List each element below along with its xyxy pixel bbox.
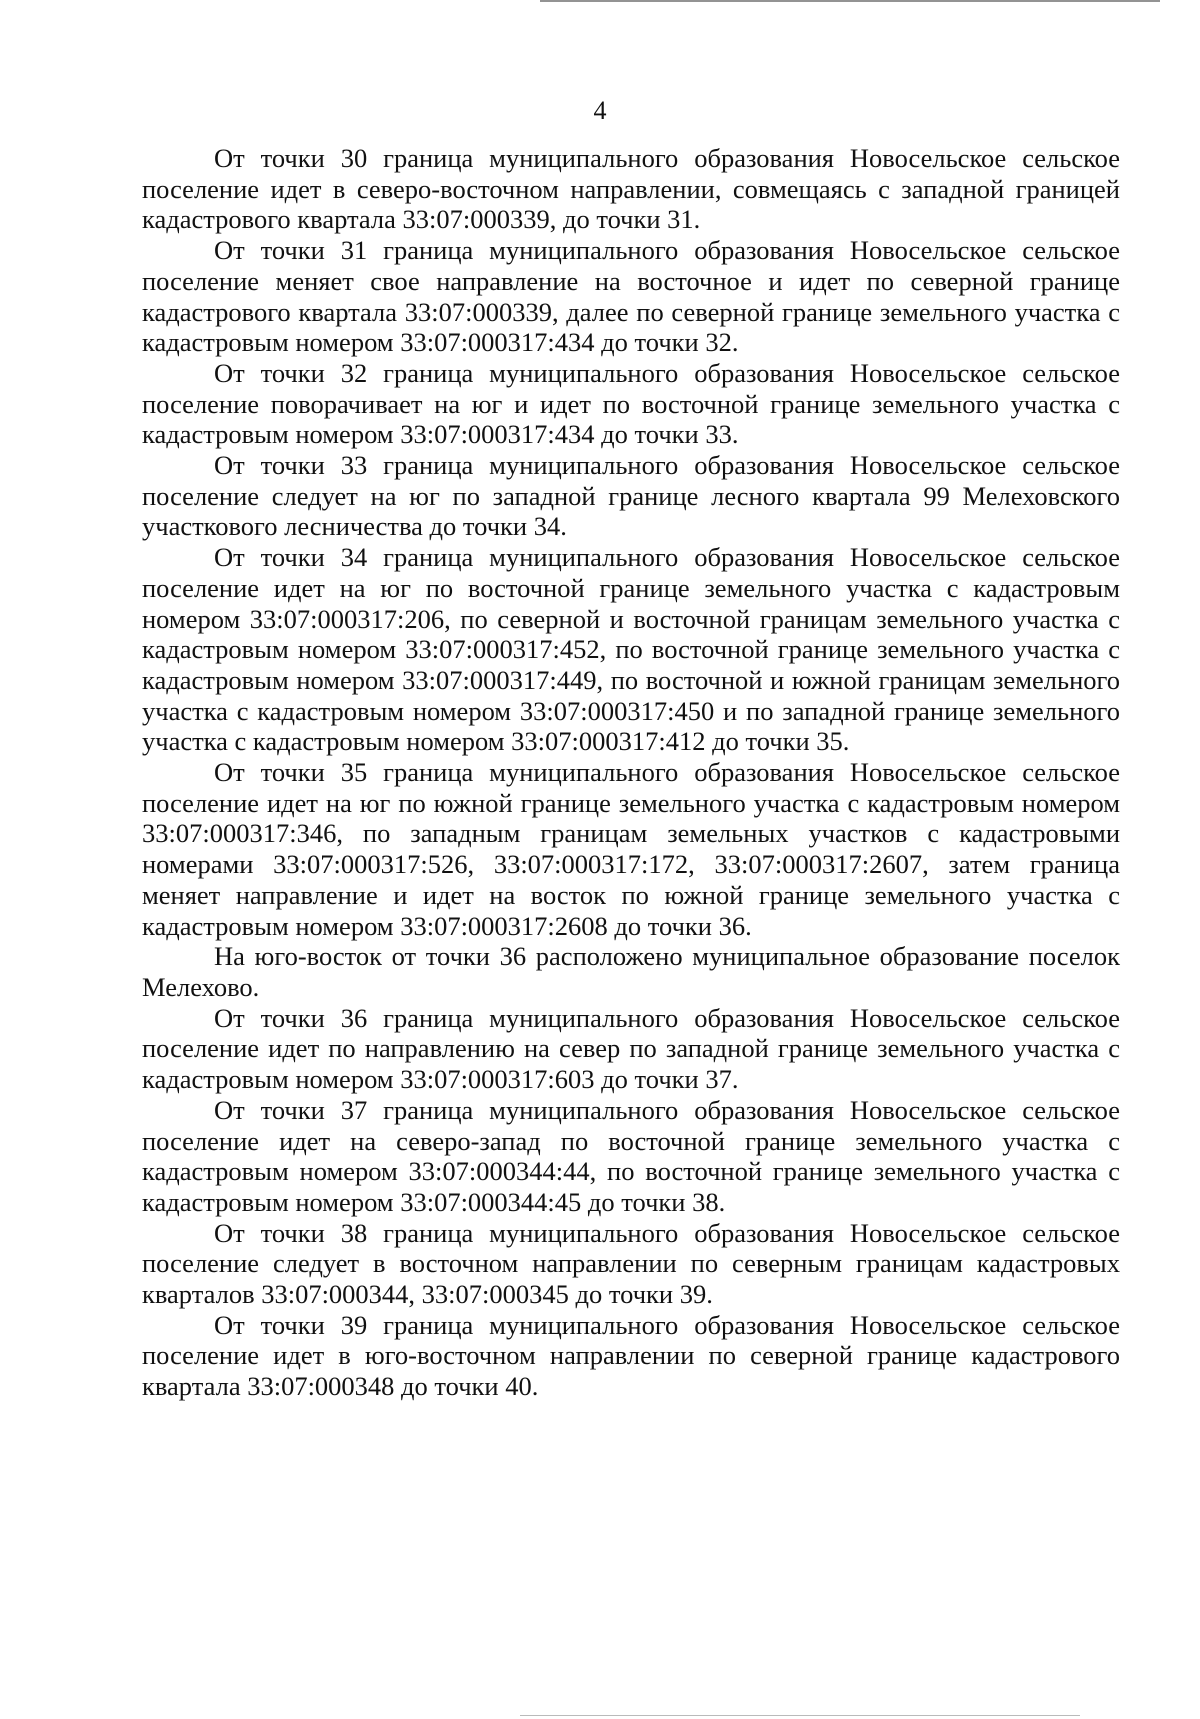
paragraph-point-30: От точки 30 граница муниципального образования Новосельское сельское поселение идет в северо-восточном направлении, совмещаясь с западной границей кадастрового квартала 33:07:000339, до точки 31. <box>142 143 1120 235</box>
paragraph-point-31: От точки 31 граница муниципального образования Новосельское сельское поселение меняет свое направление на восточное и идет по северной границе кадастрового квартала 33:07:000339, далее по северной границе земельного участка с кадастровым номером 33:07:000317:434 до точки 32. <box>142 235 1120 358</box>
paragraph-melekhovo: На юго-восток от точки 36 расположено муниципальное образование поселок Мелехово. <box>142 941 1120 1002</box>
paragraph-point-34: От точки 34 граница муниципального образования Новосельское сельское поселение идет на юг по восточной границе земельного участка с кадастровым номером 33:07:000317:206, по северной и восточной границам земельного участка с кадастровым номером 33:07:000317:452, по восточной границе земельного участка с кадастровым номером 33:07:000317:449, по восточной и южной границам земельного участка с кадастровым номером 33:07:000317:450 и по западной границе земельного участка с кадастровым номером 33:07:000317:412 до точки 35. <box>142 542 1120 757</box>
paragraph-point-37: От точки 37 граница муниципального образования Новосельское сельское поселение идет на северо-запад по восточной границе земельного участка с кадастровым номером 33:07:000344:44, по восточной границе земельного участка с кадастровым номером 33:07:000344:45 до точки 38. <box>142 1094 1120 1217</box>
document-body <box>142 143 1120 1402</box>
paragraph-point-36: От точки 36 граница муниципального образования Новосельское сельское поселение идет по направлению на север по западной границе земельного участка с кадастровым номером 33:07:000317:603 до точки 37. <box>142 1002 1120 1095</box>
paragraph-point-32: От точки 32 граница муниципального образования Новосельское сельское поселение поворачивает на юг и идет по восточной границе земельного участка с кадастровым номером 33:07:000317:434 до точки 33. <box>142 357 1120 450</box>
scan-bottom-edge-line <box>520 1715 1080 1716</box>
paragraph-point-35: От точки 35 граница муниципального образования Новосельское сельское поселение идет на юг по южной границе земельного участка с кадастровым номером 33:07:000317:346, по западным границам земельных участков с кадастровыми номерами 33:07:000317:526, 33:07:000317:172, 33:07:000317:2607, затем граница меняет направление и идет на восток по южной границе земельного участка с кадастровым номером 33:07:000317:2608 до точки 36. <box>142 757 1120 941</box>
scan-top-edge-line <box>540 0 1160 2</box>
paragraph-point-38: От точки 38 граница муниципального образования Новосельское сельское поселение следует в восточном направлении по северным границам кадастровых кварталов 33:07:000344, 33:07:000345 до точки 39. <box>142 1217 1120 1310</box>
page-number: 4 <box>593 96 607 125</box>
paragraph-point-39: От точки 39 граница муниципального образования Новосельское сельское поселение идет в юго-восточном направлении по северной границе кадастрового квартала 33:07:000348 до точки 40. <box>142 1309 1120 1402</box>
paragraph-point-33: От точки 33 граница муниципального образования Новосельское сельское поселение следует на юг по западной границе лесного квартала 99 Мелеховского участкового лесничества до точки 34. <box>142 450 1120 542</box>
